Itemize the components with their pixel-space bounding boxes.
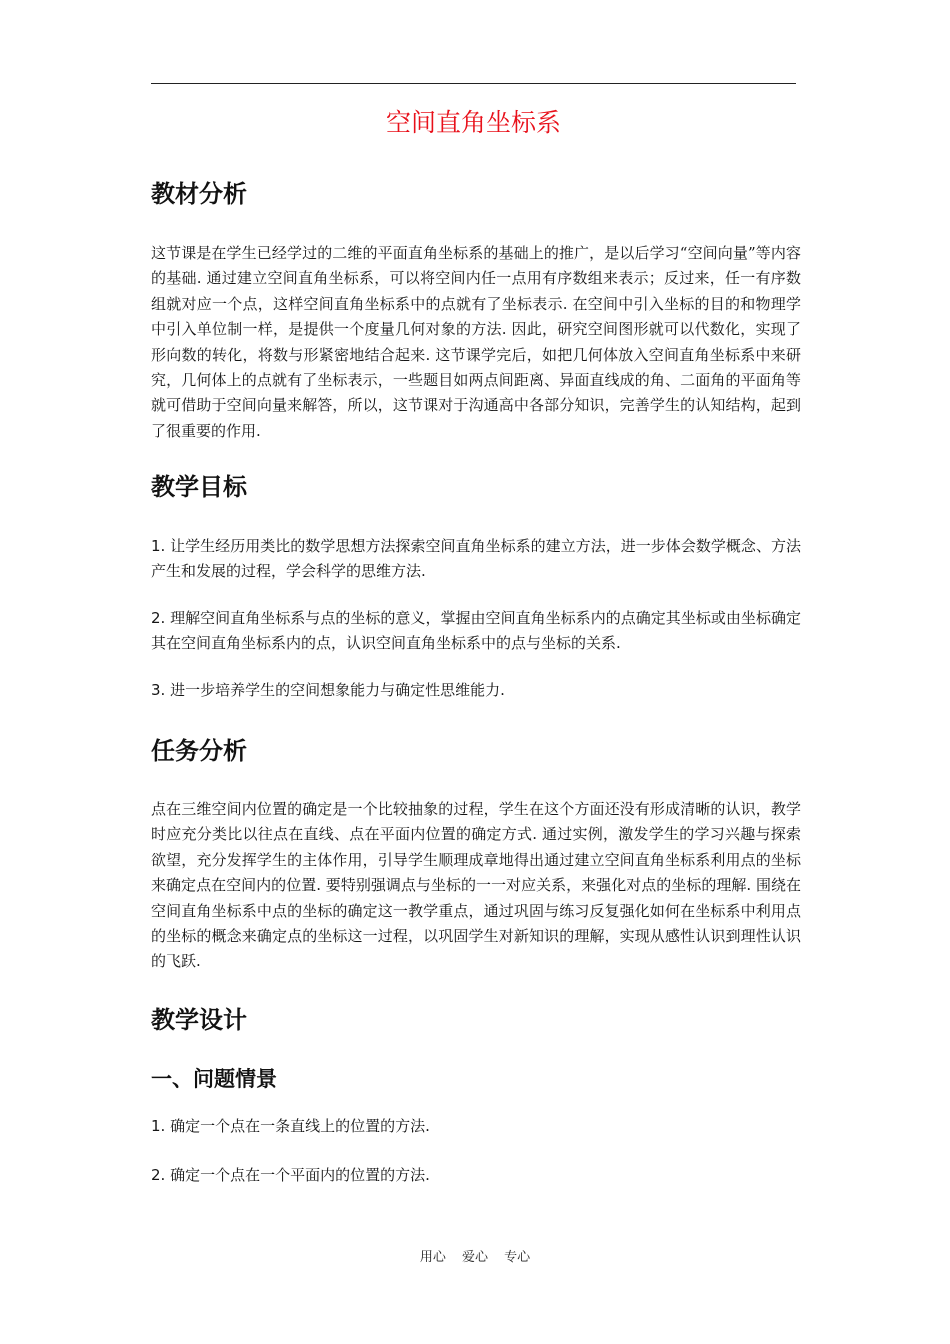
design-item-2 (151, 1163, 801, 1188)
design-item-1 (151, 1114, 801, 1139)
document-title: 空间直角坐标系 (385, 108, 561, 137)
goal-item-1 (151, 534, 801, 585)
design-item-1-text: 确定一个点在一条直线上的位置的方法. (170, 1117, 430, 1135)
footer-text-2: 爱心 (461, 1250, 488, 1265)
design-item-1-number: 1. (151, 1117, 166, 1135)
goal-item-1-number: 1. (151, 537, 166, 555)
section-heading-analysis: 教材分析 (151, 180, 247, 208)
goal-item-1-text: 让学生经历用类比的数学思想方法探索空间直角坐标系的建立方法，进一步体会数学概念、方法产生和发展的过程，学会科学的思维方法. (151, 537, 801, 581)
page-footer (0, 1248, 950, 1268)
footer-text-3: 专心 (504, 1250, 531, 1265)
analysis-paragraph: 这节课是在学生已经学过的二维的平面直角坐标系的基础上的推广，是以后学习“空间向量”等内容的基础. 通过建立空间直角坐标系，可以将空间内任一点用有序数组来表示；反过来，任一有序数组就对应一个点，这样空间直角坐标系中的点就有了坐标表示. 在空间中引入坐标的目的和物理学中引入单位制一样，是提供一个度量几何对象的方法. 因此，研究空间图形就可以代数化，实现了形向数的转化，将数与形紧密地结合起来. 这节课学完后，如把几何体放入空间直角坐标系中来研究，几何体上的点就有了坐标表示，一些题目如两点间距离、异面直线成的角、二面角的平面角等就可借助于空间向量来解答，所以，这节课对于沟通高中各部分知识，完善学生的认知结构，起到了很重要的作用. (151, 244, 801, 440)
footer-text-1: 用心 (419, 1250, 446, 1265)
goal-item-3 (151, 678, 801, 703)
section-heading-task: 任务分析 (151, 737, 247, 765)
task-paragraph: 点在三维空间内位置的确定是一个比较抽象的过程，学生在这个方面还没有形成清晰的认识，教学时应充分类比以往点在直线、点在平面内位置的确定方式. 通过实例，激发学生的学习兴趣与探索欲望，充分发挥学生的主体作用，引导学生顺理成章地得出通过建立空间直角坐标系利用点的坐标来确定点在空间内的位置. 要特别强调点与坐标的一一对应关系，来强化对点的坐标的理解. 围绕在空间直角坐标系中点的坐标的确定这一教学重点，通过巩固与练习反复强化如何在坐标系中利用点的坐标的概念来确定点的坐标这一过程，以巩固学生对新知识的理解，实现从感性认识到理性认识的飞跃. (151, 800, 801, 971)
goal-item-2 (151, 606, 801, 657)
goal-item-2-number: 2. (151, 609, 166, 627)
subsection-heading-problem: 一、问题情景 (151, 1067, 277, 1091)
goal-item-2-text: 理解空间直角坐标系与点的坐标的意义，掌握由空间直角坐标系内的点确定其坐标或由坐标确定其在空间直角坐标系内的点，认识空间直角坐标系中的点与坐标的关系. (151, 609, 801, 653)
section-heading-goals: 教学目标 (151, 473, 247, 501)
design-item-2-number: 2. (151, 1166, 166, 1184)
header-rule (151, 83, 796, 84)
section-heading-design: 教学设计 (151, 1006, 247, 1034)
goal-item-3-text: 进一步培养学生的空间想象能力与确定性思维能力. (170, 681, 505, 699)
design-item-2-text: 确定一个点在一个平面内的位置的方法. (170, 1166, 430, 1184)
goal-item-3-number: 3. (151, 681, 166, 699)
